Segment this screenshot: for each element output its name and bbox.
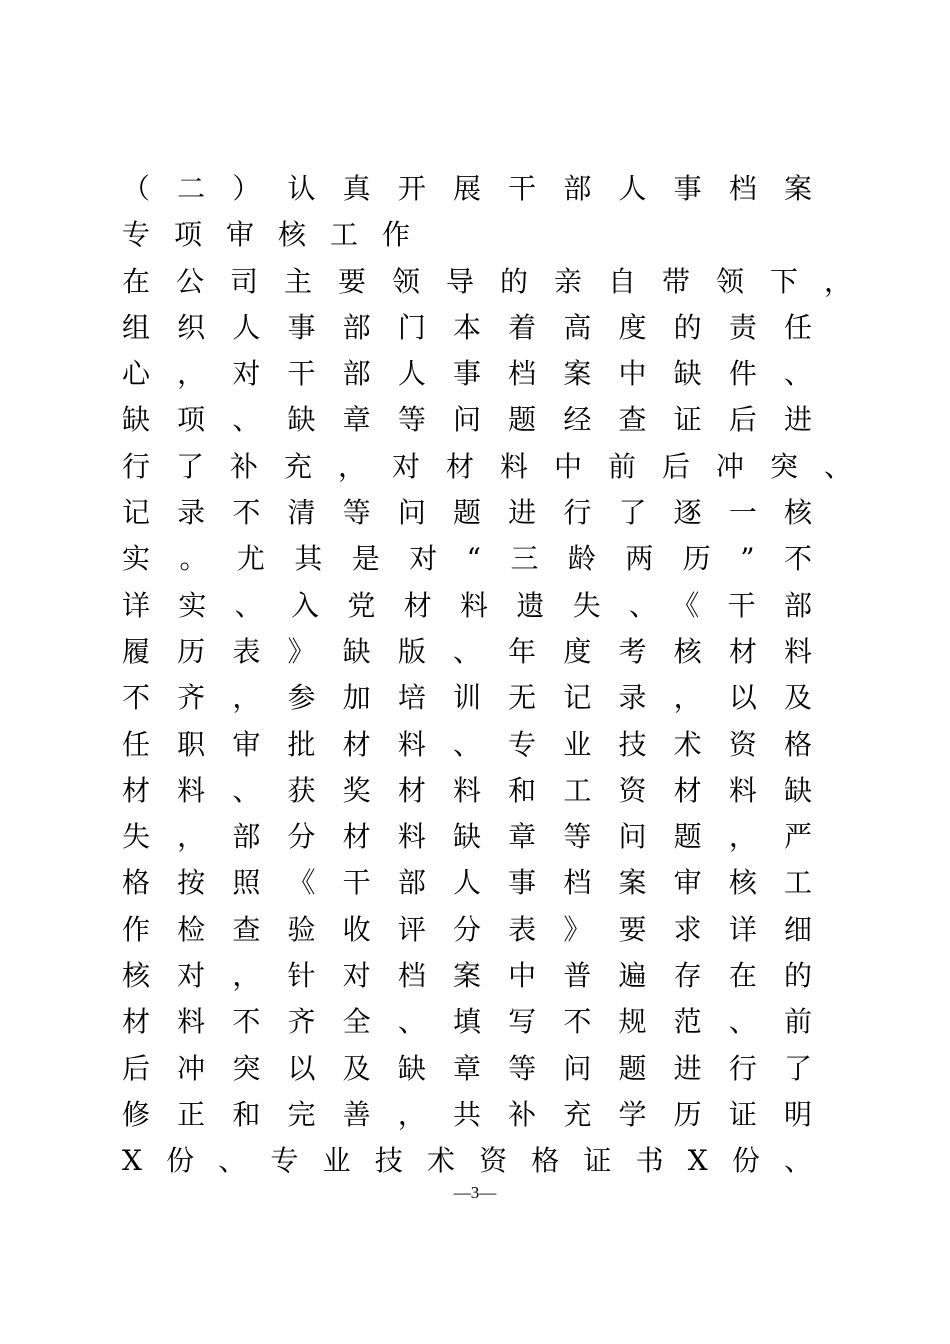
text-line-6: 缺项、缺章等问题经查证后进 (122, 403, 812, 437)
text-line-1: （二）认真开展干部人事档案 (122, 172, 812, 205)
text-line-10: 详实、入党材料遗失、《干部 (122, 588, 812, 622)
text-line-19: 材料不齐全、填写不规范、前 (122, 1005, 812, 1039)
page-number: —3— (453, 1183, 497, 1202)
text-line-8: 记录不清等问题进行了逐一核 (122, 496, 812, 530)
text-line-18: 核对，针对档案中普遍存在的 (122, 959, 812, 993)
text-line-5: 心，对干部人事档案中缺件、 (122, 357, 812, 391)
text-line-11: 履历表》缺版、年度考核材料 (122, 634, 812, 668)
text-line-13: 任职审批材料、专业技术资格 (122, 727, 812, 761)
text-line-17: 作检查验收评分表》要求详细 (122, 912, 812, 946)
text-line-16: 格按照《干部人事档案审核工 (122, 866, 812, 900)
text-line-20: 后冲突以及缺章等问题进行了 (122, 1051, 812, 1085)
text-line-15: 失，部分材料缺章等问题，严 (122, 820, 812, 854)
text-line-21: 修正和完善，共补充学历证明 (122, 1097, 812, 1131)
text-line-4: 组织人事部门本着高度的责任 (122, 310, 812, 344)
text-line-2: 专项审核工作 (122, 218, 435, 252)
text-line-3: 在公司主要领导的亲自带领下， (122, 264, 852, 298)
text-line-9: 实。尤其是对“三龄两历”不 (122, 542, 812, 576)
text-line-7: 行了补充，对材料中前后冲突、 (122, 449, 852, 483)
body-text (122, 166, 882, 1185)
text-line-22: X份、专业技术资格证书X份、 (122, 1144, 812, 1178)
text-line-14: 材料、获奖材料和工资材料缺 (122, 773, 812, 807)
text-line-12: 不齐，参加培训无记录，以及 (122, 681, 812, 715)
